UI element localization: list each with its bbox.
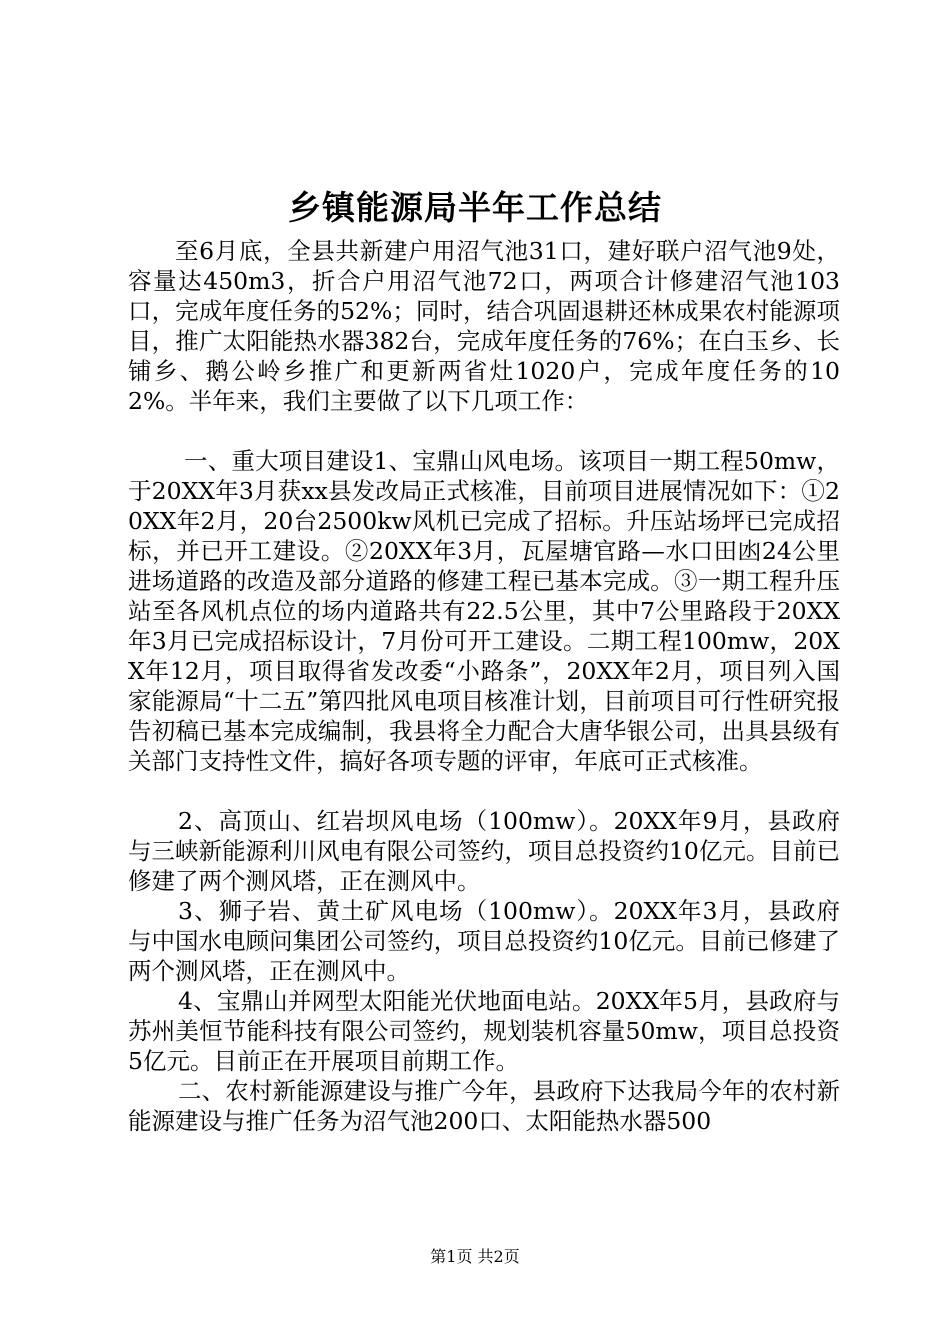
paragraph-project-4: 4、宝鼎山并网型太阳能光伏地面电站。20XX年5月，县政府与苏州美恒节能科技有限公司签约，规划装机容量50mw，项目总投资5亿元。目前正在开展项目前期工作。 bbox=[128, 987, 840, 1075]
paragraph-project-3: 3、狮子岩、黄土矿风电场（100mw）。20XX年3月，县政府与中国水电顾问集团公司签约，项目总投资约10亿元。目前已修建了两个测风塔，正在测风中。 bbox=[128, 897, 840, 985]
document-body bbox=[128, 236, 840, 1136]
document-title: 乡镇能源局半年工作总结 bbox=[288, 188, 662, 227]
page-footer: 第1页 共2页 bbox=[430, 1247, 520, 1266]
paragraph-project-2: 2、高顶山、红岩坝风电场（100mw）。20XX年9月，县政府与三峡新能源利川风电有限公司签约，项目总投资约10亿元。目前已修建了两个测风塔，正在测风中。 bbox=[128, 807, 840, 895]
paragraph-major-projects: 一、重大项目建设1、宝鼎山风电场。该项目一期工程50mw，于20XX年3月获xx县发改局正式核准，目前项目进展情况如下：①20XX年2月，20台2500kw风机已完成了招标。升压站场坪已完成招标，并已开工建设。②20XX年3月，瓦屋塘官路—水口田凼24公里进场道路的改造及部分道路的修建工程已基本完成。③一期工程升压站至各风机点位的场内道路共有22.5公里，其中7公里路段于20XX年3月已完成招标设计，7月份可开工建设。二期工程100mw，20XX年12月，项目取得省发改委“小路条”，20XX年2月，项目列入国家能源局“十二五”第四批风电项目核准计划，目前项目可行性研究报告初稿已基本完成编制，我县将全力配合大唐华银公司，出具县级有关部门支持性文件，搞好各项专题的评审，年底可正式核准。 bbox=[128, 447, 840, 775]
paragraph-rural-energy: 二、农村新能源建设与推广今年，县政府下达我局今年的农村新能源建设与推广任务为沼气池200口、太阳能热水器500 bbox=[128, 1077, 840, 1135]
paragraph-summary: 至6月底，全县共新建户用沼气池31口，建好联户沼气池9处，容量达450m3，折合户用沼气池72口，两项合计修建沼气池103口，完成年度任务的52%；同时，结合巩固退耕还林成果农村能源项目，推广太阳能热水器382台，完成年度任务的76%；在白玉乡、长铺乡、鹅公岭乡推广和更新两省灶1020户，完成年度任务的102%。半年来，我们主要做了以下几项工作： bbox=[128, 237, 840, 415]
